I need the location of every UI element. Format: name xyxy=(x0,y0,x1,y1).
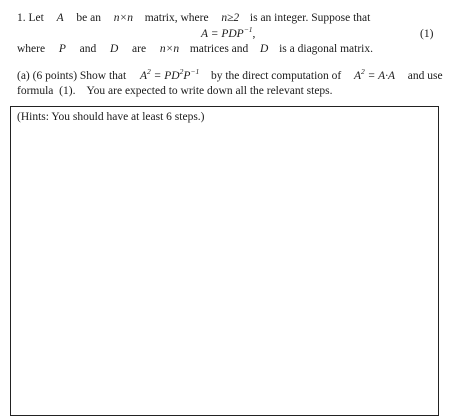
text-and: and xyxy=(79,43,97,55)
part-a-claim: $A^2 = PD^2P^{-1}$ xyxy=(139,67,200,82)
equation-number: (1) xyxy=(420,28,434,40)
var-p: P xyxy=(58,43,66,55)
text-are: are xyxy=(132,43,147,55)
part-a-and-use: and use xyxy=(407,70,443,82)
var-d-2: D xyxy=(260,43,269,55)
part-a-by-direct: by the direct computation of xyxy=(210,70,342,82)
text-where: where xyxy=(17,43,46,55)
text-integer: is an integer. Suppose that xyxy=(249,12,371,24)
question-line-1 xyxy=(17,11,370,25)
text-matrix-where: matrix, where xyxy=(144,12,209,24)
text-diagonal: is a diagonal matrix. xyxy=(279,43,374,55)
part-a-line-2: formula (1). You are expected to write down all the relevant steps. xyxy=(17,85,333,97)
part-a-intro: (a) (6 points) Show that xyxy=(17,70,127,82)
text-be-an: be an xyxy=(76,12,101,24)
hint-text: (Hints: You should have at least 6 steps.) xyxy=(17,111,205,123)
dim-nxn: n×n xyxy=(113,12,133,24)
question-line-3 xyxy=(17,42,373,56)
question-prefix: 1. Let xyxy=(17,12,44,24)
answer-box[interactable] xyxy=(10,106,439,416)
text-matrices-and: matrices and xyxy=(189,43,249,55)
dim-nxn-2: n×n xyxy=(159,43,180,55)
var-a: A xyxy=(56,12,64,24)
condition-n: n≥2 xyxy=(221,12,240,24)
part-a-line-1 xyxy=(17,69,443,83)
var-d: D xyxy=(109,43,119,55)
part-a-product: $A^2 = A\cdot A$ xyxy=(354,67,396,82)
equation-1: $A = PDP^{-1}$, xyxy=(201,25,256,40)
